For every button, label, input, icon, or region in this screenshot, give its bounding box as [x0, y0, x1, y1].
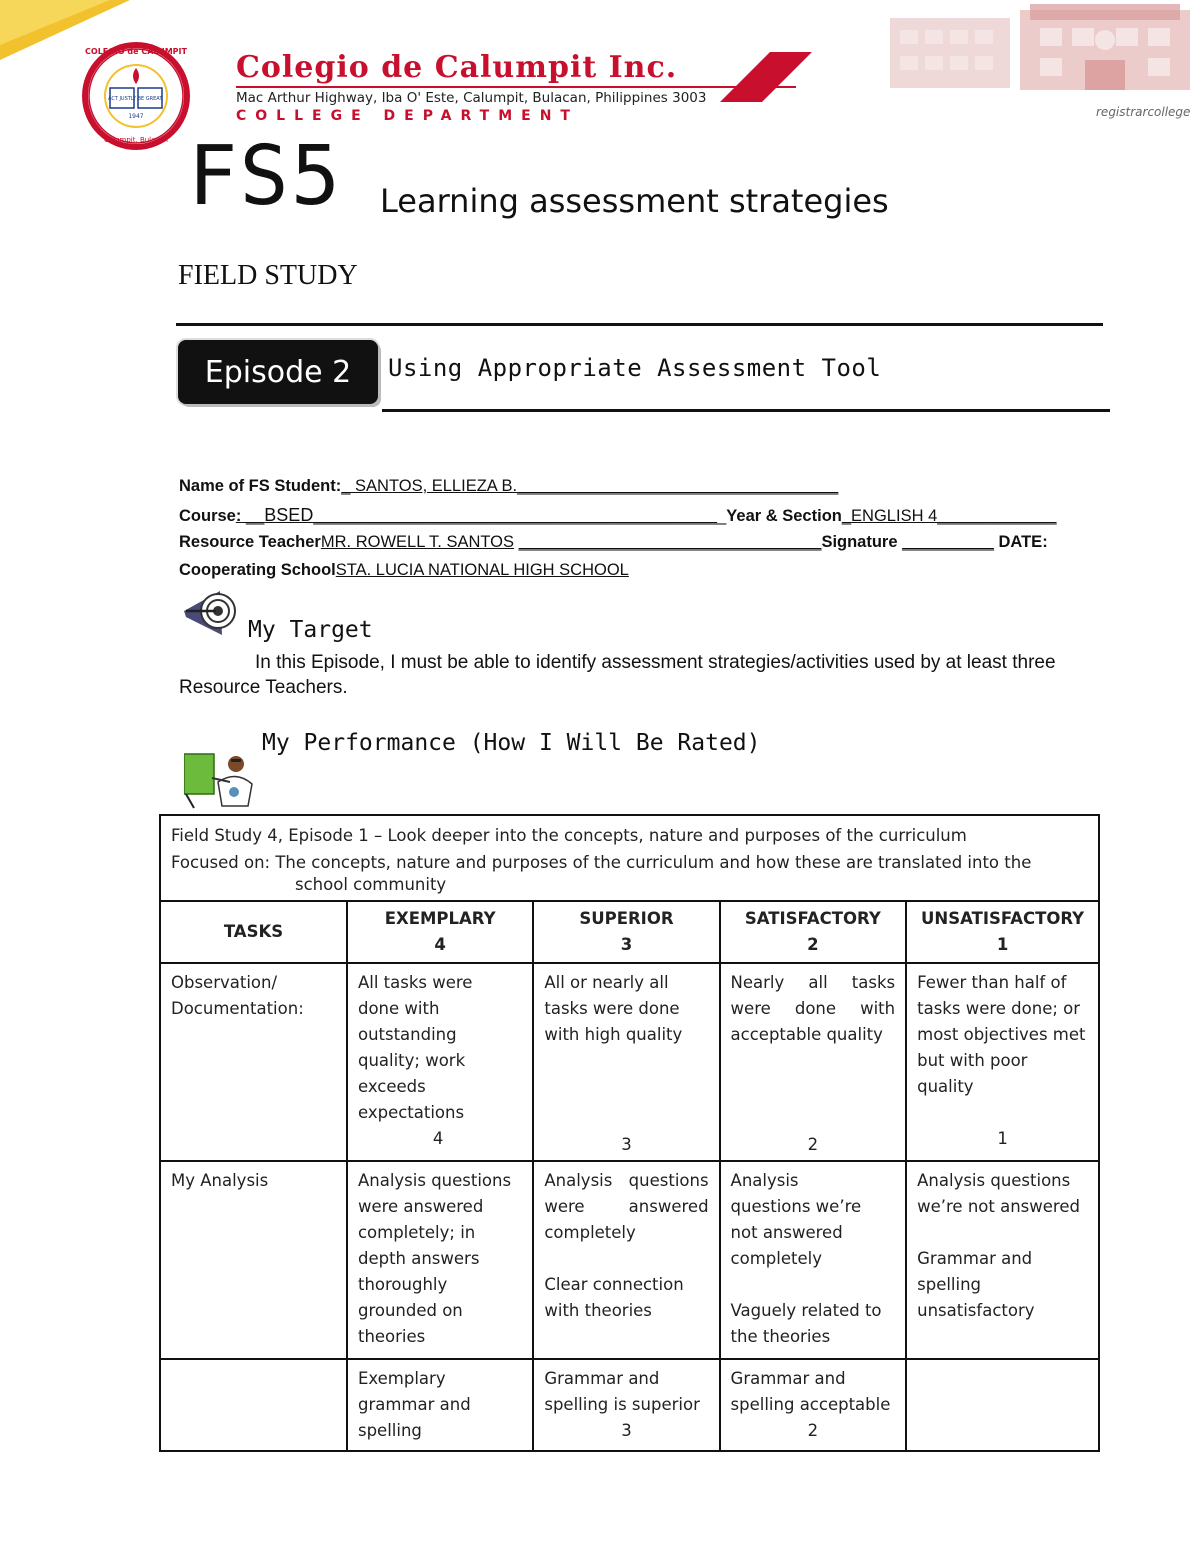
course-subtitle: Learning assessment strategies — [380, 182, 889, 220]
course-value: BSED — [264, 505, 314, 525]
header-superior — [533, 901, 719, 963]
year-section-label: Year & Section — [726, 507, 842, 525]
row1-satisfactory-score: 2 — [807, 1135, 819, 1154]
row2-superior — [533, 1161, 719, 1359]
row1-satisfactory — [720, 963, 907, 1161]
row3-superior — [533, 1359, 719, 1451]
rubric-caption-line1: Field Study 4, Episode 1 – Look deeper into the concepts, nature and purposes of the curriculum — [171, 826, 967, 845]
row2-superior-a: Analysis questions were answered completely — [544, 1171, 709, 1242]
cooperating-school-value: STA. LUCIA NATIONAL HIGH SCHOOL — [335, 561, 629, 579]
teacher-clipart-icon — [184, 752, 258, 810]
row1-satisfactory-text: Nearly all tasks were done with acceptable quality — [730, 973, 896, 1044]
cooperating-school-line — [179, 561, 629, 580]
episode-title: Using Appropriate Assessment Tool — [388, 354, 882, 382]
logo-location: Calumpit, Bulacan — [103, 136, 169, 144]
course-code: FS5 — [188, 129, 343, 224]
row2-satisfactory — [720, 1161, 907, 1359]
header-superior-label: SUPERIOR — [579, 909, 674, 928]
college-address: Mac Arthur Highway, Iba O' Este, Calumpit, Bulacan, Philippines 3003 — [236, 90, 707, 106]
course-label: Course: — [179, 507, 242, 525]
signature-label: Signature — [821, 533, 898, 551]
target-heading: My Target — [248, 617, 373, 643]
header-exemplary-label: EXEMPLARY — [384, 909, 496, 928]
row2-satisfactory-b: Vaguely related to the theories — [730, 1301, 882, 1346]
student-name-line — [179, 477, 838, 496]
row1-superior-text: All or nearly all tasks were done with high quality — [544, 973, 683, 1044]
college-name: Colegio de Calumpit Inc. — [236, 50, 678, 85]
rubric-row-grammar — [160, 1359, 1099, 1451]
target-icon — [182, 585, 242, 641]
rubric-row-observation — [160, 963, 1099, 1161]
target-text-content: In this Episode, I must be able to identify assessment strategies/activities used by at least three Resource Teachers. — [179, 652, 1056, 698]
rubric-header-row — [160, 901, 1099, 963]
student-name-label: Name of FS Student: — [179, 477, 342, 495]
row1-superior-score: 3 — [621, 1135, 632, 1154]
logo-ring: COLEGIO de CALUMPIT — [85, 47, 187, 56]
header-satisfactory — [720, 901, 907, 963]
rubric-caption-line3: school community — [295, 875, 447, 894]
header-unsatisfactory — [906, 901, 1099, 963]
year-section-value: ENGLISH 4 — [851, 507, 938, 525]
row3-exemplary: Exemplary grammar and spelling — [347, 1359, 533, 1451]
logo-book-left: ACT JUSTLY — [107, 96, 137, 102]
row2-exemplary: Analysis questions were answered completely; in depth answers thoroughly grounded on theories — [347, 1161, 533, 1359]
target-text — [179, 650, 1114, 700]
registrar-email: registrarcollege — [1096, 105, 1191, 119]
header-exemplary-score: 4 — [434, 935, 446, 954]
rubric-caption-line2: Focused on: The concepts, nature and purposes of the curriculum and how these are translated into the — [171, 853, 1032, 872]
row2-task: My Analysis — [160, 1161, 347, 1359]
header-unsatisfactory-score: 1 — [996, 935, 1009, 954]
row3-satisfactory-text: Grammar and spelling acceptable — [730, 1369, 891, 1414]
header-satisfactory-score: 2 — [807, 935, 819, 954]
row3-task — [160, 1359, 347, 1451]
row3-superior-text: Grammar and spelling is superior — [544, 1369, 700, 1414]
logo-year: 1947 — [128, 113, 144, 120]
resource-teacher-label: Resource Teacher — [179, 533, 321, 551]
row1-exemplary — [347, 963, 533, 1161]
course-line: Course: __BSED_____________________________________________Year & Section_ENGLISH 4_____________ — [179, 505, 1057, 525]
row2-satisfactory-a: Analysis questions we’re not answered completely — [730, 1171, 862, 1268]
header-superior-score: 3 — [620, 935, 633, 954]
row2-unsatisfactory-b: Grammar and spelling unsatisfactory — [917, 1249, 1035, 1320]
header-satisfactory-label: SATISFACTORY — [744, 909, 881, 928]
resource-teacher-value: MR. ROWELL T. SANTOS — [320, 533, 515, 551]
performance-heading: My Performance (How I Will Be Rated) — [262, 730, 761, 756]
row1-exemplary-text: All tasks were done with outstanding quality; work exceeds expectations — [357, 973, 473, 1122]
rubric-caption-row — [160, 815, 1099, 901]
header-unsatisfactory-label: UNSATISFACTORY — [920, 909, 1085, 928]
school-building-image — [880, 0, 1200, 100]
row1-unsatisfactory-text: Fewer than half of tasks were done; or most objectives met but with poor quality — [917, 973, 1086, 1096]
resource-teacher-line: Resource TeacherMR. ROWELL T. SANTOS _________________________________Signature __________ DATE: — [179, 533, 1048, 551]
row2-superior-b: Clear connection with theories — [544, 1275, 684, 1320]
cooperating-school-label: Cooperating School — [179, 561, 336, 579]
college-department: COLLEGE DEPARTMENT — [236, 108, 579, 124]
header-tasks: TASKS — [160, 901, 347, 963]
episode-badge: Episode 2 — [178, 340, 378, 404]
row1-task: Observation/ Documentation: — [160, 963, 347, 1161]
row2-unsatisfactory — [906, 1161, 1099, 1359]
row1-unsatisfactory — [906, 963, 1099, 1161]
rubric-row-analysis — [160, 1161, 1099, 1359]
row3-unsatisfactory — [906, 1359, 1099, 1451]
row1-unsatisfactory-score: 1 — [997, 1129, 1008, 1148]
row1-exemplary-score: 4 — [432, 1129, 444, 1148]
logo-book-right: BE GREAT — [137, 96, 163, 102]
date-label: DATE: — [998, 533, 1048, 551]
row3-satisfactory — [720, 1359, 907, 1451]
field-study-heading: FIELD STUDY — [178, 260, 358, 291]
row2-unsatisfactory-a: Analysis questions we’re not answered — [917, 1171, 1080, 1216]
rubric-table — [159, 814, 1100, 1452]
header-exemplary — [347, 901, 533, 963]
row3-superior-score: 3 — [621, 1421, 632, 1440]
row1-superior — [533, 963, 719, 1161]
divider-bottom — [382, 409, 1110, 412]
student-name-value: _ SANTOS, ELLIEZA B.___________________________________ — [341, 477, 839, 495]
rubric-caption — [160, 815, 1099, 901]
row3-satisfactory-score: 2 — [807, 1421, 819, 1440]
divider-top — [176, 323, 1103, 326]
